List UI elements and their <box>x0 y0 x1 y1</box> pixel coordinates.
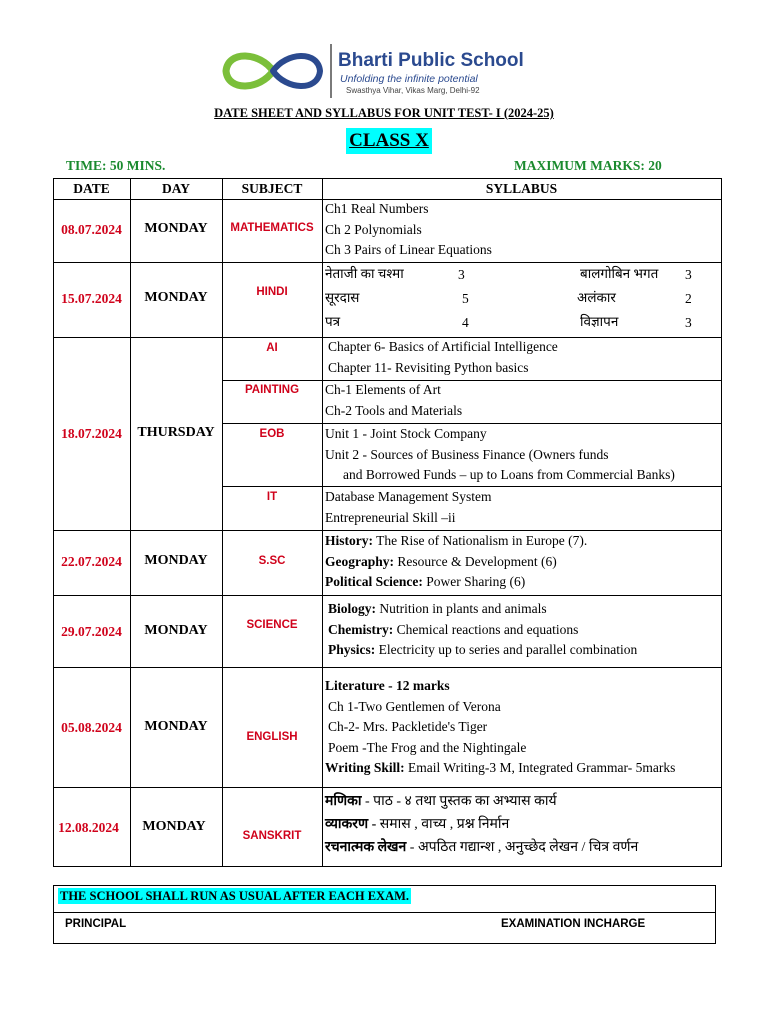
syllabus-cell <box>325 676 675 779</box>
time-label: TIME: 50 MINS. <box>66 158 166 173</box>
syllabus-line: Chapter 6- Basics of Artificial Intelligence <box>328 339 558 354</box>
row-day: MONDAY <box>144 290 208 305</box>
class-label: CLASS X <box>346 128 432 154</box>
table-border <box>721 178 722 867</box>
col-header-subject: SUBJECT <box>241 181 303 196</box>
table-border <box>53 178 54 867</box>
table-border <box>130 178 131 867</box>
footer-border <box>53 885 54 944</box>
syllabus-heading: Literature - 12 marks <box>325 678 450 693</box>
syllabus-cell <box>325 531 587 593</box>
row-subject: AI <box>266 342 278 354</box>
syllabus-line: Physics: Electricity up to series and parallel combination <box>328 642 638 657</box>
row-date: 15.07.2024 <box>61 291 122 306</box>
syllabus-line: रचनात्मक लेखन - अपठित गद्यान्श , अनुच्छेद लेखन / चित्र वर्णन <box>325 840 639 855</box>
school-name: Bharti Public School <box>338 50 524 71</box>
table-border <box>222 178 223 867</box>
row-subject: EOB <box>259 428 285 440</box>
row-day: MONDAY <box>144 719 208 734</box>
school-address: Swasthya Vihar, Vikas Marg, Delhi-92 <box>346 86 480 95</box>
syllabus-item: बालगोबिन भगत <box>580 266 659 281</box>
syllabus-cell <box>325 380 462 421</box>
school-logo <box>218 42 558 102</box>
footer-border <box>53 885 716 886</box>
row-date: 08.07.2024 <box>61 222 122 237</box>
row-subject: SCIENCE <box>246 619 298 631</box>
syllabus-line: Entrepreneurial Skill –ii <box>325 509 456 525</box>
table-border <box>222 380 722 381</box>
syllabus-line: Chapter 11- Revisiting Python basics <box>328 359 529 375</box>
syllabus-line: Ch-1 Elements of Art <box>325 382 441 397</box>
table-border <box>53 595 722 596</box>
syllabus-item: नेताजी का चश्मा <box>325 266 404 281</box>
syllabus-line: and Borrowed Funds – up to Loans from Commercial Banks) <box>343 467 675 482</box>
syllabus-line: व्याकरण - समास , वाच्य , प्रश्न निर्मान <box>325 817 510 832</box>
row-subject: PAINTING <box>244 384 300 396</box>
col-header-syllabus: SYLLABUS <box>485 181 558 196</box>
school-tagline: Unfolding the infinite potential <box>340 73 478 85</box>
row-date: 29.07.2024 <box>61 624 122 639</box>
logo-divider <box>330 44 332 98</box>
syllabus-cell <box>328 337 558 378</box>
page-title: DATE SHEET AND SYLLABUS FOR UNIT TEST- I (2024-25) <box>214 106 554 120</box>
row-date: 22.07.2024 <box>61 554 122 569</box>
syllabus-line: History: The Rise of Nationalism in Europe (7). <box>325 533 588 548</box>
principal-signature-label: PRINCIPAL <box>65 918 127 930</box>
row-subject: IT <box>266 491 278 503</box>
syllabus-line: Ch-2- Mrs. Packletide's Tiger <box>328 719 488 734</box>
syllabus-line: Ch1 Real Numbers <box>325 201 429 216</box>
syllabus-line: Database Management System <box>325 489 492 504</box>
table-border <box>53 262 722 263</box>
row-subject: HINDI <box>256 286 288 298</box>
col-header-day: DAY <box>161 181 190 196</box>
row-date: 12.08.2024 <box>58 820 119 835</box>
row-subject: MATHEMATICS <box>230 222 314 234</box>
row-day: MONDAY <box>142 819 206 834</box>
row-day: MONDAY <box>144 553 208 568</box>
syllabus-marks: 4 <box>462 315 469 330</box>
syllabus-line: Geography: Resource & Development (6) <box>325 553 557 569</box>
exam-incharge-signature-label: EXAMINATION INCHARGE <box>501 918 646 930</box>
syllabus-line: Ch 1-Two Gentlemen of Verona <box>328 698 501 714</box>
syllabus-line: Ch-2 Tools and Materials <box>325 402 463 418</box>
infinity-logo-icon <box>218 46 328 96</box>
footer-note: THE SCHOOL SHALL RUN AS USUAL AFTER EACH EXAM. <box>60 889 410 903</box>
row-subject: ENGLISH <box>246 731 298 743</box>
syllabus-item: सूरदास <box>325 290 360 305</box>
syllabus-item: पत्र <box>325 314 341 329</box>
syllabus-line: Writing Skill: Email Writing-3 M, Integrated Grammar- 5marks <box>325 760 676 775</box>
footer-border <box>53 912 716 913</box>
syllabus-item: अलंकार <box>577 290 616 305</box>
row-subject: S.SC <box>258 555 286 567</box>
footer-border <box>53 943 716 944</box>
col-header-date: DATE <box>73 181 110 196</box>
syllabus-line: Unit 1 - Joint Stock Company <box>325 426 487 441</box>
row-day: MONDAY <box>144 221 208 236</box>
syllabus-cell <box>325 790 638 859</box>
syllabus-item: विज्ञापन <box>580 314 619 329</box>
syllabus-cell <box>325 199 492 261</box>
row-day: MONDAY <box>144 623 208 638</box>
syllabus-line: Biology: Nutrition in plants and animals <box>328 601 547 616</box>
table-border <box>53 787 722 788</box>
syllabus-line: Unit 2 - Sources of Business Finance (Owners funds <box>325 446 609 462</box>
syllabus-cell <box>325 424 675 486</box>
table-border <box>53 667 722 668</box>
syllabus-marks: 3 <box>458 267 465 282</box>
footer-border <box>715 885 716 944</box>
syllabus-line: Political Science: Power Sharing (6) <box>325 574 526 589</box>
syllabus-line: Ch 2 Polynomials <box>325 221 422 237</box>
syllabus-marks: 3 <box>685 315 692 330</box>
max-marks-label: MAXIMUM MARKS: 20 <box>514 158 662 173</box>
syllabus-marks: 2 <box>685 291 692 306</box>
syllabus-line: Ch 3 Pairs of Linear Equations <box>325 242 492 257</box>
syllabus-marks: 5 <box>462 291 469 306</box>
syllabus-line: मणिका - पाठ - ४ तथा पुस्तक का अभ्यास कार्य <box>325 794 557 809</box>
syllabus-cell <box>328 599 637 661</box>
syllabus-line: Chemistry: Chemical reactions and equations <box>328 621 579 637</box>
syllabus-line: Poem -The Frog and the Nightingale <box>328 739 527 755</box>
syllabus-marks: 3 <box>685 267 692 282</box>
table-border <box>53 866 722 867</box>
row-date: 18.07.2024 <box>61 426 122 441</box>
row-day: THURSDAY <box>137 425 215 440</box>
row-date: 05.08.2024 <box>61 720 122 735</box>
syllabus-cell <box>325 487 491 528</box>
table-border <box>322 178 323 867</box>
row-subject: SANSKRIT <box>242 830 302 842</box>
